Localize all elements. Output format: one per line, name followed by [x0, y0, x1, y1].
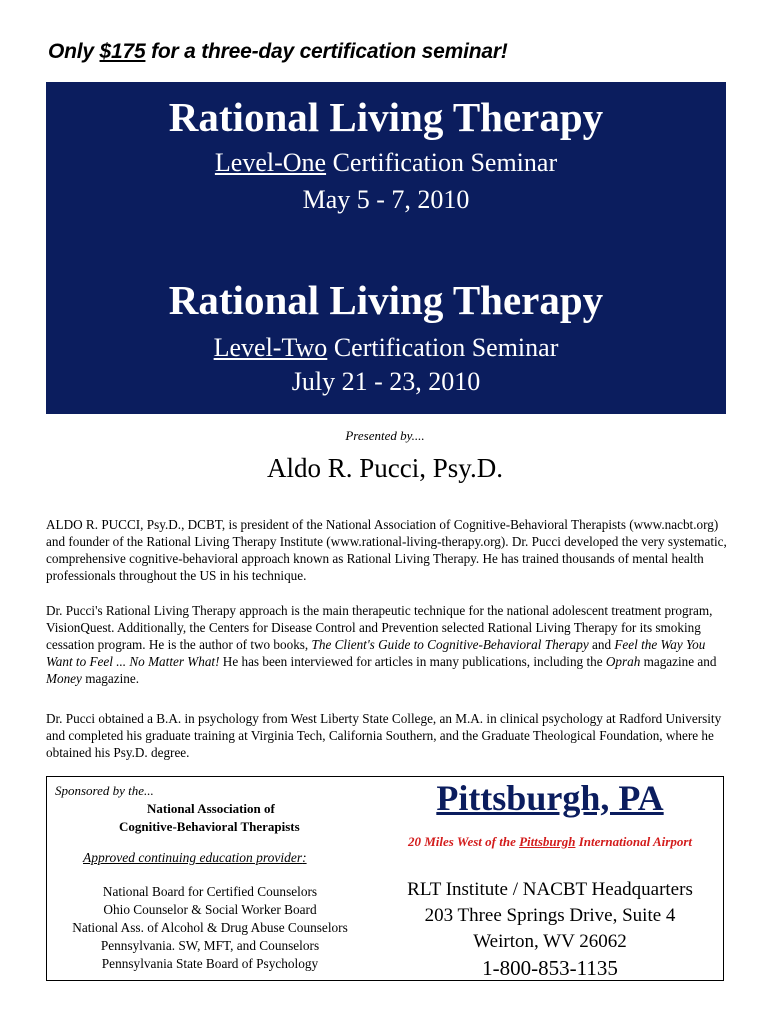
approval-board: National Ass. of Alcohol & Drug Abuse Counselors: [72, 920, 348, 935]
sponsor-org-line-1: National Association of: [147, 801, 275, 816]
tagline-text-start: Only: [48, 40, 100, 63]
phone-number: 1-800-853-1135: [482, 956, 618, 980]
seminar1-subtitle-rest: Certification Seminar: [326, 148, 558, 177]
airport-note: 20 Miles West of the Pittsburgh International Airport: [407, 834, 693, 849]
magazine-name-1: Oprah: [605, 654, 641, 669]
address-line: RLT Institute / NACBT Headquarters: [407, 879, 693, 900]
sponsor-location-box: [46, 776, 724, 981]
bio-paragraph-3: Dr. Pucci obtained a B.A. in psychology from West Liberty State College, an M.A. in clinical psychology at Radford University and completed his graduate training at Virginia Tech, California Southern, and the Graduate Theological Foundation, where he obtained his Psy.D. degree.: [46, 711, 722, 760]
seminar2-level: Level-Two: [213, 333, 328, 362]
sponsored-by-label: Sponsored by the...: [55, 783, 154, 798]
seminar2-title: Rational Living Therapy: [168, 277, 604, 323]
seminar-banner: [46, 82, 726, 414]
book-title-1: The Client's Guide to Cognitive-Behavioral Therapy: [311, 637, 589, 652]
approval-boards-list: [51, 883, 369, 973]
location-city: Pittsburgh, PA: [436, 778, 664, 818]
magazine-name-2: Money: [46, 671, 82, 686]
address-line: 203 Three Springs Drive, Suite 4: [424, 905, 676, 926]
approved-provider-label: Approved continuing education provider:: [83, 850, 307, 865]
tagline-price: $175: [99, 40, 146, 63]
seminar1-level: Level-One: [214, 148, 327, 177]
sponsor-org-line-2: Cognitive-Behavioral Therapists: [119, 819, 300, 834]
seminar1-title: Rational Living Therapy: [168, 94, 604, 140]
seminar2-dates: July 21 - 23, 2010: [291, 367, 481, 396]
approval-board: National Board for Certified Counselors: [102, 884, 318, 899]
tagline-text-end: for a three-day certification seminar!: [145, 40, 508, 63]
bio-paragraph-2: Dr. Pucci's Rational Living Therapy approach is the main therapeutic technique for the national adolescent treatment program, VisionQuest. Additionally, the Centers for Disease Control and Prevention selected Rational Living Therapy for its smoking cessation program. He is the author of two books, The Client's Guide to Cognitive-Behavioral Therapy and Feel the Way You Want to Feel ... No Matter What! He has been interviewed for articles in many publications, including the Oprah magazine and Money magazine.: [46, 603, 717, 686]
bio-paragraph-1: ALDO R. PUCCI, Psy.D., DCBT, is president of the National Association of Cognitive-Behavioral Therapists (www.nacbt.org) and founder of the Rational Living Therapy Institute (www.rational-living-therapy.org). Dr. Pucci developed the very systematic, comprehensive cognitive-behavioral approach known as Rational Living Therapy. He has trained thousands of mental health professionals throughout the US in his technique.: [46, 517, 727, 583]
address-line: Weirton, WV 26062: [473, 931, 627, 952]
presenter-name: Aldo R. Pucci, Psy.D.: [266, 453, 503, 483]
seminar2-subtitle: [46, 333, 726, 363]
seminar2-subtitle-rest: Certification Seminar: [327, 333, 559, 362]
seminar1-subtitle: [46, 148, 726, 178]
address-block: [377, 877, 723, 981]
seminar1-dates: May 5 - 7, 2010: [302, 185, 470, 214]
approval-board: Pennsylvania. SW, MFT, and Counselors: [100, 938, 320, 953]
approval-board: Ohio Counselor & Social Worker Board: [103, 902, 317, 917]
approval-board: Pennsylvania State Board of Psychology: [101, 956, 319, 971]
tagline: [48, 40, 508, 64]
book-title-2: Feel the Way You Want to Feel ... No Matter What!: [46, 637, 706, 669]
presented-by: Presented by....: [345, 428, 425, 443]
